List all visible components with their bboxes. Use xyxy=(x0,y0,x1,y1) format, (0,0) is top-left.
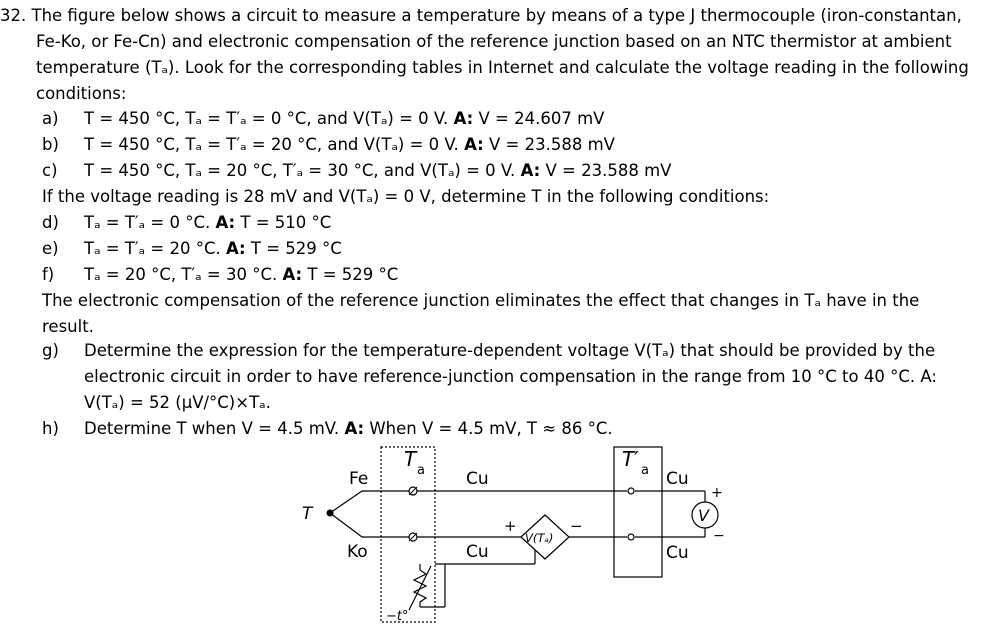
intro-line-4: conditions: xyxy=(36,84,127,103)
label-t: T xyxy=(302,504,313,524)
label-fe: Fe xyxy=(349,469,369,489)
part-c: c) T = 450 °C, Tₐ = 20 °C, T′ₐ = 30 °C, and V(Tₐ) = 0 V. A: V = 23.588 mV xyxy=(42,161,672,180)
middle-line: If the voltage reading is 28 mV and V(Tₐ) = 0 V, determine T in the following conditions: xyxy=(42,187,770,206)
label-meter-plus: + xyxy=(711,485,723,501)
intro-line-3: temperature (Tₐ). Look for the corresponding tables in Internet and calculate the voltage reading in the following xyxy=(36,58,969,77)
label-meter: V xyxy=(698,506,709,525)
part-d: d) Tₐ = T′ₐ = 0 °C. A: T = 510 °C xyxy=(42,213,332,232)
problem-number: 32. xyxy=(0,6,27,25)
terminal-ref-top xyxy=(628,488,634,494)
label-ta-prime-sub: a xyxy=(641,463,649,478)
intro-line-2: Fe-Ko, or Fe-Cn) and electronic compensation of the reference junction based on an NTC thermistor at ambient xyxy=(36,32,952,51)
part-a: a) T = 450 °C, Tₐ = T′ₐ = 0 °C, and V(Tₐ) = 0 V. A: V = 24.607 mV xyxy=(42,109,605,128)
label-cu-bottom-left: Cu xyxy=(466,542,489,562)
part-h: h) Determine T when V = 4.5 mV. A: When V = 4.5 mV, T ≈ 86 °C. xyxy=(42,419,613,438)
label-ta: T xyxy=(404,447,417,471)
note-line-1: The electronic compensation of the reference junction eliminates the effect that changes in Tₐ have in the xyxy=(42,291,920,310)
label-ta-sub: a xyxy=(417,463,425,478)
part-g-line-3: V(Tₐ) = 52 (μV/°C)×Tₐ. xyxy=(84,393,271,412)
label-ko: Ko xyxy=(347,542,368,562)
label-cu-top-left: Cu xyxy=(466,469,489,489)
part-b: b) T = 450 °C, Tₐ = T′ₐ = 20 °C, and V(Tₐ) = 0 V. A: V = 23.588 mV xyxy=(42,135,615,154)
label-meter-minus: − xyxy=(713,528,725,544)
label-source-minus: − xyxy=(570,517,583,535)
label-thermistor: −t° xyxy=(386,609,409,624)
label-cu-bottom-right: Cu xyxy=(666,543,689,563)
label-source-plus: + xyxy=(504,517,517,535)
label-cu-top-right: Cu xyxy=(666,469,689,489)
part-f: f) Tₐ = 20 °C, T′ₐ = 30 °C. A: T = 529 °C xyxy=(42,265,399,284)
isothermal-block-ta xyxy=(381,447,435,622)
part-g-line-2: electronic circuit in order to have reference-junction compensation in the range from 10 °C to 40 °C. A: xyxy=(84,367,937,386)
terminal-ref-bottom xyxy=(628,534,634,540)
intro-line-1: 32. The figure below shows a circuit to measure a temperature by means of a type J thermocouple (iron-constantan, xyxy=(0,6,962,25)
note-line-2: result. xyxy=(42,317,94,336)
part-e: e) Tₐ = T′ₐ = 20 °C. A: T = 529 °C xyxy=(42,239,342,258)
label-ta-prime: T′ xyxy=(622,447,639,471)
part-g-line-1: Determine the expression for the temperature-dependent voltage V(Tₐ) that should be provided by the xyxy=(84,341,936,360)
fe-wire xyxy=(330,491,362,513)
ko-wire xyxy=(330,513,362,537)
part-g-label: g) xyxy=(42,341,59,360)
label-source: V(Tₐ) xyxy=(525,531,554,545)
measurement-junction xyxy=(327,510,334,517)
